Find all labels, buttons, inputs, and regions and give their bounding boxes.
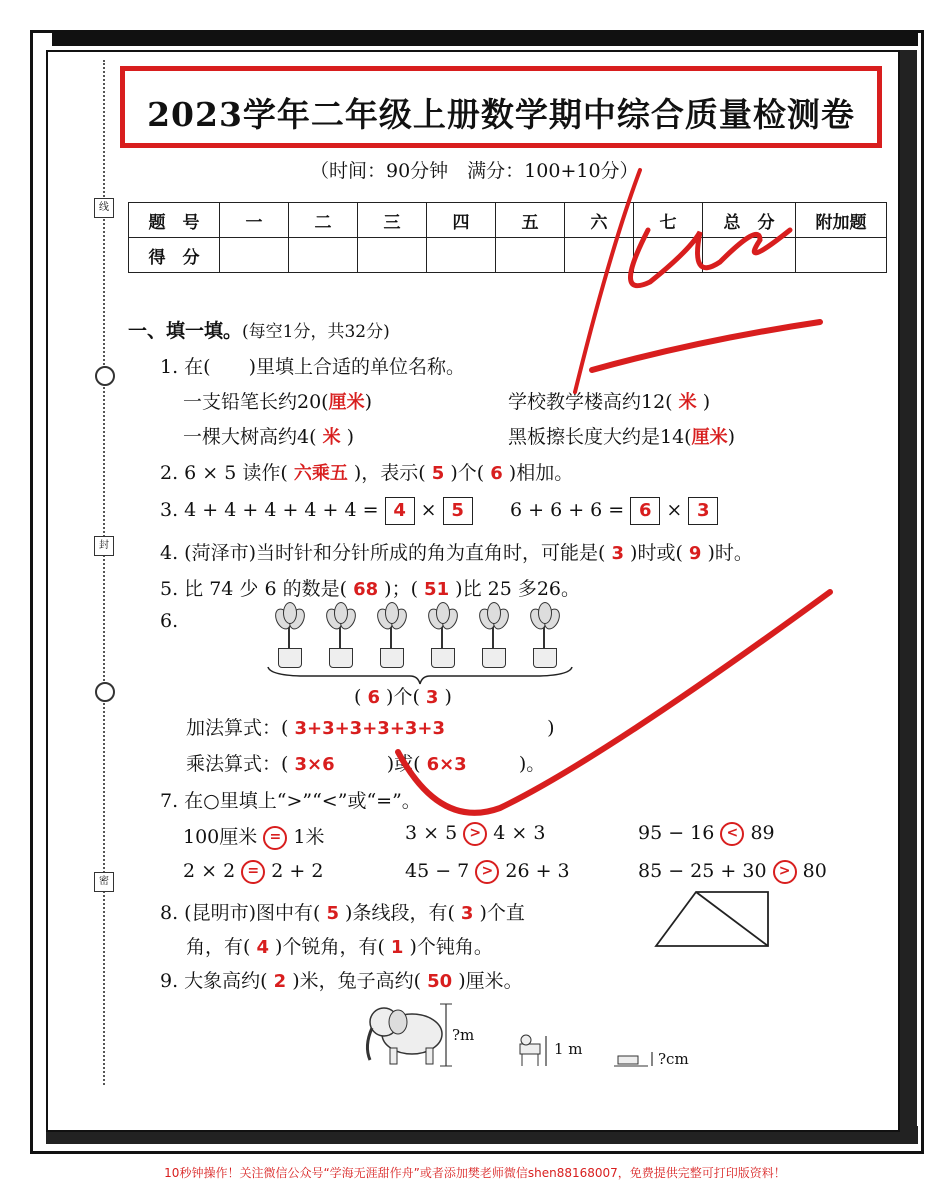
potted-plant-icon [374,606,408,668]
answer: 六乘五 [293,463,348,484]
page-title: 2023学年二年级上册数学期中综合质量检测卷 [147,95,855,134]
answer: 2 [273,971,287,992]
q1-stem: 1. 在( )里填上合适的单位名称。 [160,356,465,378]
text: 2 + 2 [271,860,324,882]
elephant-height-label: ?m [452,1026,475,1044]
q5 [160,574,580,601]
text: 95 − 16 [638,822,715,844]
text: )个( [386,686,420,708]
compare-circle: < [720,822,744,846]
binding-hole-icon [95,682,115,702]
answer: 3 [460,903,474,924]
text: )个( [450,462,485,484]
text: )米，兔子高约( [292,970,422,992]
q7-item [638,860,827,884]
text: 85 − 25 + 30 [638,860,767,882]
q7-stem: 7. 在○里填上“>”“<”或“=”。 [160,790,421,812]
answer: 1 [390,937,404,958]
q3-right [510,497,718,525]
header-cell: 二 [289,203,358,238]
answer: 3×6 [294,754,335,775]
answer: 6 [367,687,380,708]
header-cell: 四 [427,203,496,238]
score-cell [358,238,427,273]
answer: 51 [424,579,450,600]
section-1-note: (每空1分，共32分) [242,322,390,342]
header-cell: 六 [565,203,634,238]
q1-item-c [183,422,354,449]
text: 角，有( [186,936,251,958]
answer: 5 [326,903,339,924]
answer: 3+3+3+3+3+3 [294,718,446,739]
binding-mark-1: 线 [94,198,114,218]
compare-circle: = [241,860,265,884]
score-cell [496,238,565,273]
exam-subtitle: （时间：90分钟 满分：100+10分） [310,160,639,182]
potted-plant-icon [323,606,357,668]
text: )时。 [707,542,753,564]
text: )个锐角，有( [275,936,385,958]
text: ) [727,426,736,448]
text: 1米 [293,826,325,848]
footer-note: 10秒钟操作！关注微信公众号“学海无涯甜作舟”或者添加樊老师微信shen88168007，免费提供完整可打印版资料！ [164,1166,786,1180]
potted-plant-icon [476,606,510,668]
goat-height-label: 1 m [554,1040,583,1058]
text: ) [547,717,555,739]
text: 2. 6 × 5 读作( [160,462,288,484]
answer: 6×3 [426,754,467,775]
score-table-header-row [129,203,887,238]
binding-mark-3: 密 [94,872,114,892]
binding-mark-2: 封 [94,536,114,556]
text: )相加。 [508,462,574,484]
text: 9. 大象高约( [160,970,268,992]
compare-circle: > [773,860,797,884]
q3-left [160,497,473,525]
text: × [666,499,683,521]
answer: 厘米 [328,392,365,413]
q6-multiplication [186,749,545,776]
score-cell [634,238,703,273]
answer: 9 [688,543,702,564]
answer: 米 [322,427,341,448]
text: )或( [386,753,421,775]
q1-item-d [508,422,735,449]
score-cell [565,238,634,273]
answer-box: 3 [688,497,718,525]
q9 [160,966,523,993]
answer: 5 [431,463,445,484]
answer-box: 5 [443,497,473,525]
answer: 3 [425,687,439,708]
answer: 3 [611,543,624,564]
score-row-label: 得 分 [129,238,220,273]
q4 [160,538,753,565]
compare-circle: = [263,826,287,850]
compare-circle: > [463,822,487,846]
title-box [120,66,882,148]
header-cell: 一 [220,203,289,238]
text: 100厘米 [183,826,258,848]
q6-label: 6. [160,610,179,632]
potted-plant-icon [272,606,306,668]
binding-hole-icon [95,366,115,386]
text: 5. 比 74 少 6 的数是( [160,578,348,600]
text: )时或( [630,542,683,564]
score-cell [703,238,796,273]
score-cell [289,238,358,273]
score-cell [220,238,289,273]
text: )厘米。 [458,970,523,992]
text: 4. (菏泽市)当时针和分针所成的角为直角时，可能是( [160,542,606,564]
q1-item-a [183,387,372,414]
section-1-title: 一、填一填。 [128,320,243,342]
q8-line2 [186,932,493,959]
text: )；( [384,578,418,600]
score-table [128,202,887,273]
potted-plant-icon [527,606,561,668]
text: × [420,499,437,521]
text: )比 25 多26。 [455,578,581,600]
answer: 厘米 [691,427,728,448]
text: )，表示( [353,462,426,484]
text: 6 + 6 + 6 = [510,499,625,521]
text: 80 [802,860,827,882]
text: 2 × 2 [183,860,236,882]
text: 4 × 3 [493,822,546,844]
answer-box: 4 [385,497,415,525]
q6-group [354,682,452,709]
answer: 米 [678,392,697,413]
score-table-score-row [129,238,887,273]
answer: 68 [353,579,379,600]
text: 3. 4 + 4 + 4 + 4 + 4 = [160,499,379,521]
answer: 6 [490,463,503,484]
text: )。 [518,753,546,775]
text: 3 × 5 [405,822,458,844]
compare-circle: > [475,860,499,884]
text: 一棵大树高约4( [183,426,317,448]
text: 加法算式：( [186,717,289,739]
text: )条线段，有( [345,902,455,924]
q7-item [405,822,545,846]
text: 乘法算式：( [186,753,289,775]
score-cell [796,238,887,273]
header-cell: 题 号 [129,203,220,238]
q2 [160,458,573,485]
potted-plant-icon [425,606,459,668]
header-cell: 五 [496,203,565,238]
text: )个钝角。 [409,936,493,958]
text: ) [346,426,355,448]
rabbit-height-label: ?cm [658,1050,689,1068]
text: 26 + 3 [505,860,570,882]
text: 黑板擦长度大约是14( [508,426,692,448]
section-1-heading [128,316,390,343]
text: 一支铅笔长约20( [183,391,329,413]
q7-item [183,860,323,884]
q1-item-b [508,387,710,414]
text: ) [364,391,373,413]
header-cell: 三 [358,203,427,238]
header-cell: 附加题 [796,203,887,238]
q6-addition [186,713,555,740]
text: )个直 [479,902,525,924]
text: ( [354,686,362,708]
q7-item [405,860,570,884]
header-cell: 总 分 [703,203,796,238]
text: 45 − 7 [405,860,470,882]
answer: 4 [256,937,269,958]
text: 学校教学楼高约12( [508,391,673,413]
answer: 50 [427,971,453,992]
answer-box: 6 [630,497,660,525]
text: ) [444,686,452,708]
text: 89 [750,822,775,844]
text: ) [702,391,711,413]
text: 8. (昆明市)图中有( [160,902,321,924]
q7-item [183,822,324,850]
q7-item [638,822,775,846]
score-cell [427,238,496,273]
q8-line1 [160,898,525,925]
header-cell: 七 [634,203,703,238]
